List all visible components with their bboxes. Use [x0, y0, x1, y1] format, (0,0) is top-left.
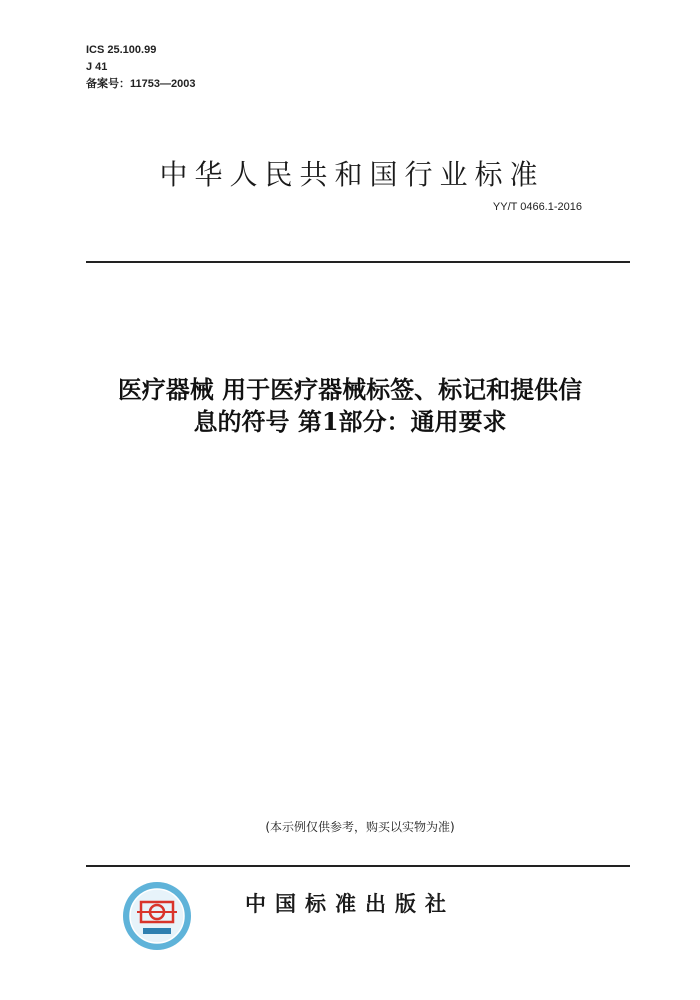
- document-title: [20, 374, 680, 438]
- ccs-code: J 41: [86, 61, 108, 73]
- top-divider: [86, 261, 630, 263]
- standard-number: YY/T 0466.1-2016: [492, 201, 582, 213]
- record-number: 备案号：11753—2003: [86, 78, 196, 90]
- bottom-divider: [86, 865, 630, 867]
- document-title-line-1: 医疗器械 用于医疗器械标签、标记和提供信: [117, 375, 583, 404]
- document-title-line-2: 息的符号 第1部分：通用要求: [193, 407, 507, 436]
- ics-code: ICS 25.100.99: [86, 44, 157, 56]
- publisher-name: 中国标准出版社: [245, 892, 455, 916]
- meta-block: [86, 42, 195, 93]
- authentic-seal-icon: [121, 880, 193, 952]
- sample-note: (本示例仅供参考，购买以实物为准): [265, 820, 455, 834]
- standard-category-title: 中华人民共和国行业标准: [159, 158, 545, 191]
